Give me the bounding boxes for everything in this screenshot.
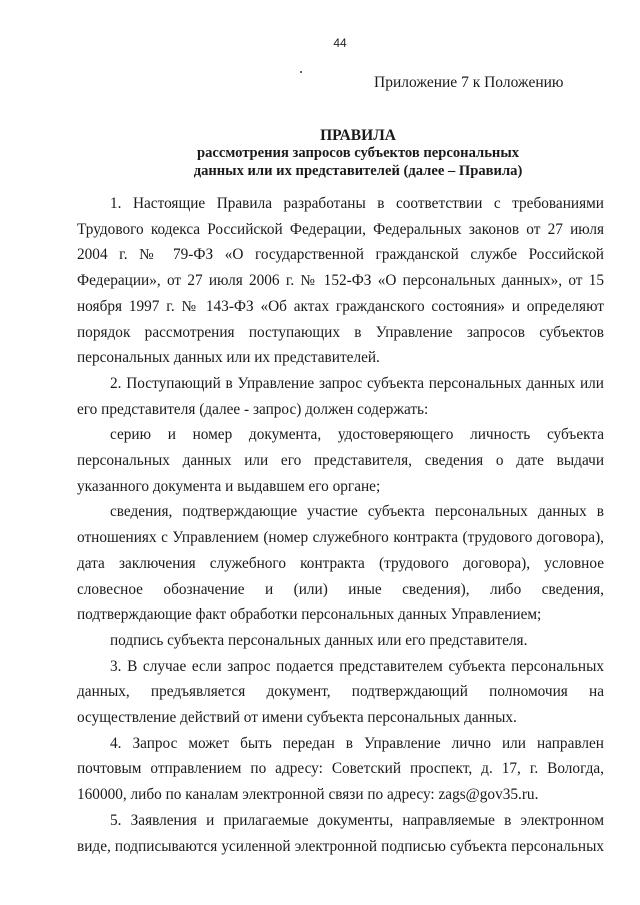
paragraph-2-item-signature: подпись субъекта персональных данных или его представителя.	[110, 631, 528, 649]
paragraph-2-item-relations: сведения, подтверждающие участие субъекта персональных данных в отношениях с Управлением (номер служебного контракта (трудового договора), дата заключения служебного контракта (трудового договора), условное словесное обозначение и (или) иные сведения), либо сведения, подтверждающие факт обработки персональных данных Управлением;	[77, 503, 604, 624]
paragraph-1: 1. Настоящие Правила разработаны в соответствии с требованиями Трудового кодекса Российской Федерации, Федеральных законов от 27 июля 2004 г. № 79-ФЗ «О государственной гражданской службе Российской Федерации», от 27 июля 2006 г. № 152-ФЗ «О персональных данных», от 15 ноября 1997 г. № 143-ФЗ «Об актах гражданского состояния» и определяют порядок рассмотрения поступающих в Управление запросов субъектов персональных данных или их представителей.	[77, 195, 604, 367]
document-subtitle-line-2: данных или их представителей (далее – Правила)	[193, 163, 523, 179]
scan-speck	[300, 71, 302, 73]
paragraph-5: 5. Заявления и прилагаемые документы, направляемые в электронном виде, подписываются усиленной электронной подписью субъекта персональных	[77, 811, 604, 855]
paragraph-3: 3. В случае если запрос подается представителем субъекта персональных данных, предъявляется документ, подтверждающий полномочия на осуществление действий от имени субъекта персональных данных.	[77, 657, 604, 727]
appendix-label: Приложение 7 к Положению	[374, 74, 564, 91]
document-title: ПРАВИЛА	[320, 127, 396, 144]
paragraph-2: 2. Поступающий в Управление запрос субъекта персональных данных или его представителя (далее - запрос) должен содержать:	[77, 374, 604, 418]
page-number: 44	[333, 36, 347, 50]
document-subtitle-line-1: рассмотрения запросов субъектов персональных	[196, 145, 520, 161]
paragraph-2-item-document: серию и номер документа, удостоверяющего личность субъекта персональных данных или его представителя, сведения о дате выдачи указанного документа и выдавшем его органе;	[77, 426, 604, 495]
paragraph-4: 4. Запрос может быть передан в Управление лично или направлен почтовым отправлением по адресу: Советский проспект, д. 17, г. Вологда, 160000, либо по каналам электронной связи по адресу: zags@gov35.ru.	[77, 734, 604, 804]
document-body	[77, 191, 604, 859]
